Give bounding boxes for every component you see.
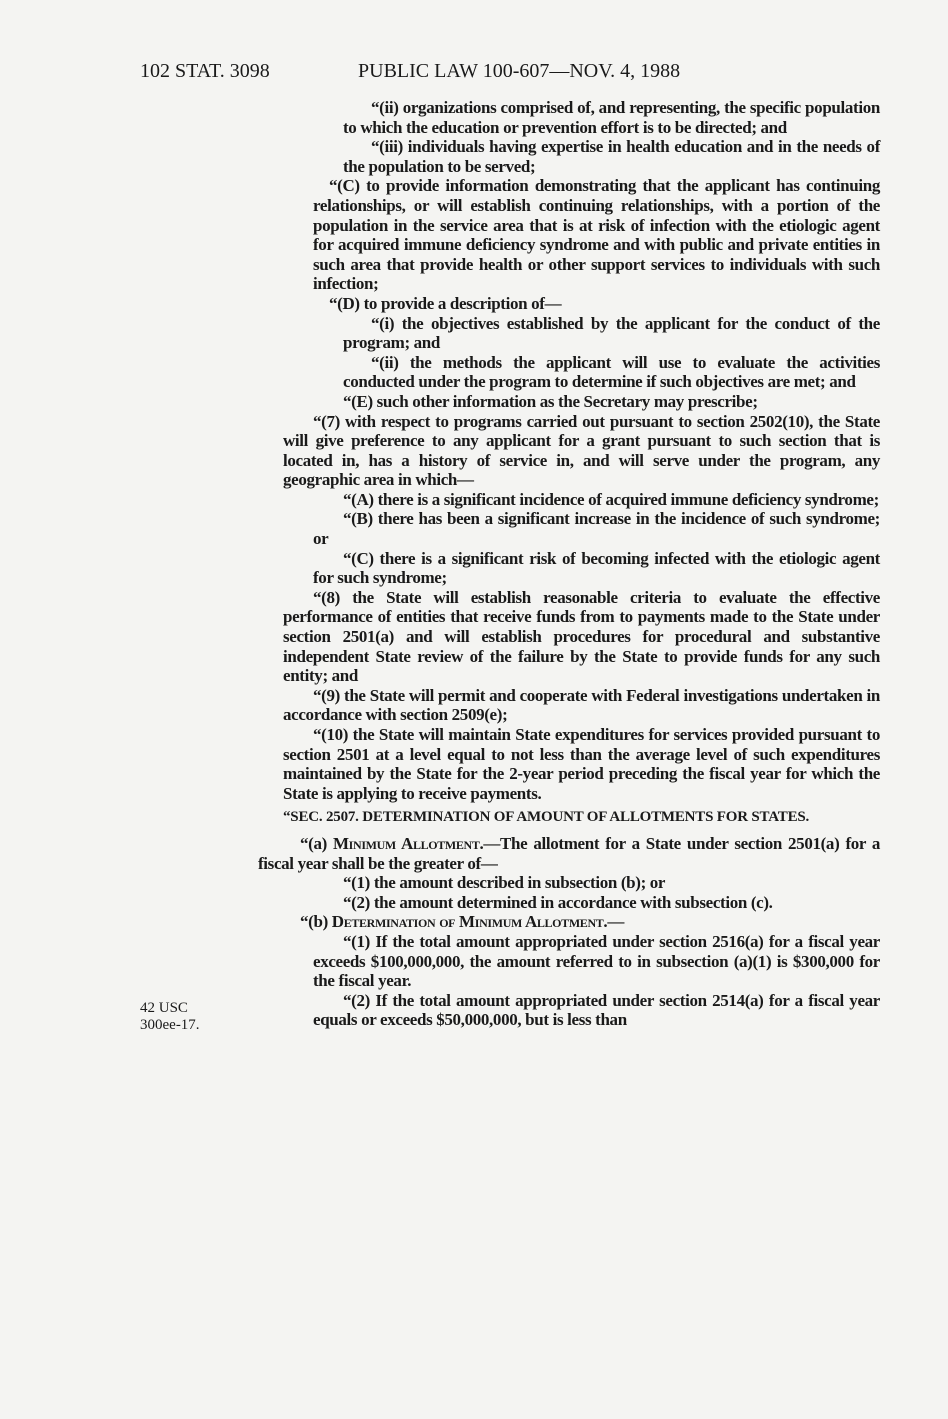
subsection-caption: Minimum Allotment.	[332, 833, 484, 853]
subsection-lead: “(a)	[300, 833, 333, 853]
paragraph: “(A) there is a significant incidence of acquired immune deficiency syndrome;	[343, 489, 879, 509]
paragraph: “(9) the State will permit and cooperate with Federal investigations undertaken in accordance with section 2509(e);	[283, 685, 880, 725]
paragraph: “(10) the State will maintain State expenditures for services provided pursuant to section 2501 at a level equal to not less than the average level of such expenditures maintained by the State for the 2-year period preceding the fiscal year for which the State is applying to receive payments.	[283, 725, 880, 803]
subsection-text: —	[607, 912, 624, 932]
paragraph: “(1) If the total amount appropriated under section 2516(a) for a fiscal year exceeds $100,000,000, the amount referred to in subsection (a)(1) is $300,000 for the fiscal year.	[313, 931, 880, 991]
page-stat-number: 102 STAT. 3098	[140, 60, 270, 82]
paragraph: “(ii) organizations comprised of, and representing, the specific population to which the education or prevention effort is to be directed; and	[343, 98, 880, 137]
paragraph: “(i) the objectives established by the applicant for the conduct of the program; and	[343, 313, 880, 353]
margin-citation-line: 300ee-17.	[140, 1017, 200, 1033]
paragraph: “(C) there is a significant risk of becoming infected with the etiologic agent for such syndrome;	[313, 548, 880, 588]
paragraph: “(ii) the methods the applicant will use to evaluate the activities conducted under the program to determine if such objectives are met; and	[343, 352, 880, 392]
paragraph: “(2) the amount determined in accordance with subsection (c).	[343, 892, 773, 912]
subsection-lead: “(b)	[300, 912, 332, 932]
paragraph: “(iii) individuals having expertise in health education and in the needs of the population to be served;	[343, 137, 880, 176]
subsection-b	[258, 912, 880, 932]
paragraph: “(2) If the total amount appropriated under section 2514(a) for a fiscal year equals or exceeds $50,000,000, but is less than	[313, 990, 880, 1030]
paragraph: “(C) to provide information demonstrating that the applicant has continuing relationships, or will establish continuing relationships, with a portion of the population in the service area that is at risk of infection with the etiologic agent for acquired immune deficiency syndrome and with public and private entities in such area that provide health or other support services to individuals with such infection;	[313, 176, 880, 294]
paragraph: “(7) with respect to programs carried out pursuant to section 2502(10), the State will give preference to any applicant for a grant pursuant to such section that is located in, has a history of service in, and will serve under the program, any geographic area in which—	[283, 411, 880, 490]
paragraph: “(B) there has been a significant increase in the incidence of such syndrome; or	[313, 509, 880, 549]
subsection-text: —The allotment for a State under section 2501(a) for a fiscal year shall be the greater of—	[258, 833, 880, 873]
margin-citation	[140, 1000, 200, 1034]
paragraph: “(E) such other information as the Secretary may prescribe;	[343, 391, 758, 411]
statute-text	[258, 98, 880, 1030]
section-heading: “SEC. 2507. DETERMINATION OF AMOUNT OF ALLOTMENTS FOR STATES.	[283, 809, 810, 826]
paragraph: “(D) to provide a description of—	[329, 293, 562, 313]
margin-citation-line: 42 USC	[140, 1000, 188, 1016]
paragraph: “(1) the amount described in subsection (b); or	[343, 873, 666, 893]
subsection-a	[258, 834, 880, 873]
running-header: PUBLIC LAW 100-607—NOV. 4, 1988	[358, 60, 681, 82]
paragraph: “(8) the State will establish reasonable criteria to evaluate the effective performance of entities that receive funds from to payments made to the State under section 2501(a) and will establish procedures for procedural and substantive independent State review of the failure by the State to provide funds for any such entity; and	[283, 587, 880, 686]
subsection-caption: Determination of Minimum Allotment.	[331, 912, 608, 932]
